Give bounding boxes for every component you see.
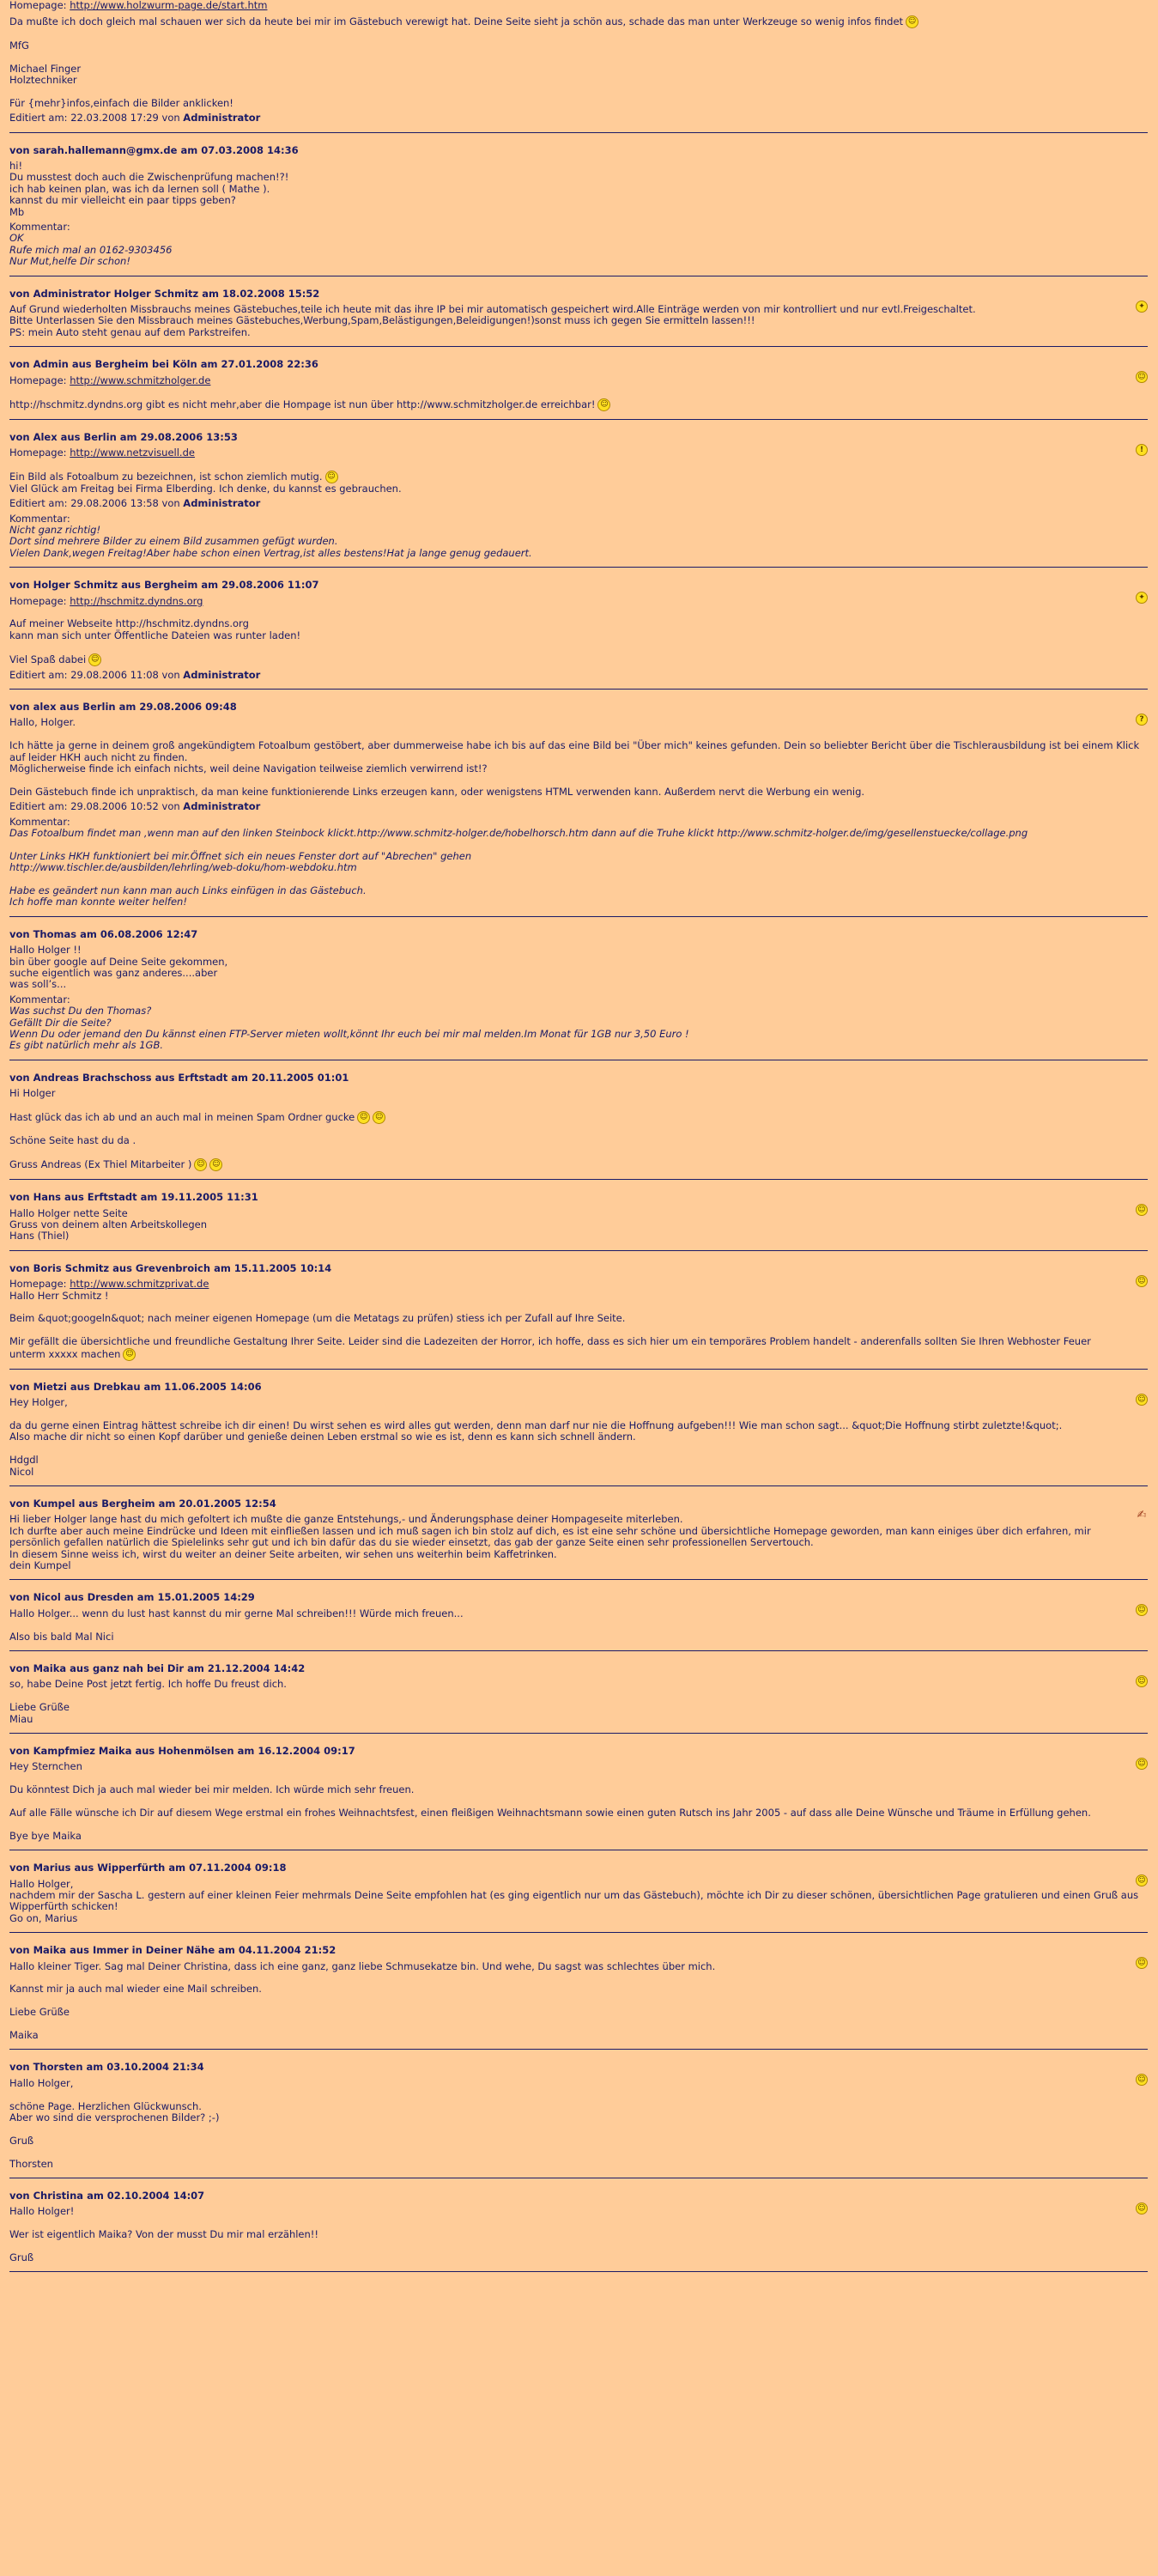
comment-line: OK — [9, 232, 24, 245]
entry-line: Wer ist eigentlich Maika? Von der musst Du mir mal erzählen!! — [9, 2228, 319, 2241]
entry-line: Hans (Thiel) — [9, 1230, 70, 1242]
smiley-icon: ☺ — [906, 15, 919, 28]
entry-line: suche eigentlich was ganz anderes....aber — [9, 967, 218, 980]
guestbook-entry — [9, 580, 1148, 690]
entry-line: Aber wo sind die versprochenen Bilder? ;-) — [9, 2111, 220, 2124]
entry-line — [9, 1773, 1148, 1784]
entry-divider — [9, 1733, 1148, 1734]
entry-line: Gruss von deinem alten Arbeitskollegen — [9, 1218, 207, 1231]
entry-line: Für {mehr}infos,einfach die Bilder anklicken! — [9, 96, 233, 109]
smiley-icon: ☺ — [123, 1348, 136, 1361]
entry-line — [9, 2019, 1148, 2030]
entry-list — [9, 145, 1148, 2273]
guestbook-entry — [9, 432, 1148, 568]
entry-line: MfG — [9, 39, 29, 52]
entry-header: von Nicol aus Dresden am 15.01.2005 14:29 — [9, 1591, 255, 1604]
entry-body — [9, 15, 1148, 109]
entry-line: Gruß — [9, 2134, 34, 2147]
guestbook-entry — [9, 1945, 1148, 2050]
edited-note: Editiert am: 22.03.2008 17:29 von Administrator — [9, 112, 261, 125]
entry-header: von sarah.hallemann@gmx.de am 07.03.2008 14:36 — [9, 143, 299, 156]
guestbook-entry — [9, 1072, 1148, 1180]
comment-line: Unter Links HKH funktioniert bei mir.Öffnet sich ein neues Fenster dort auf "Abrechen" gehen — [9, 849, 472, 862]
entry-line — [9, 2123, 1148, 2135]
guestbook-entry — [9, 1862, 1148, 1933]
homepage-line — [9, 0, 1148, 11]
entry-header: von Thomas am 06.08.2006 12:47 — [9, 927, 198, 940]
entry-divider — [9, 1369, 1148, 1370]
entry-line: Kannst mir ja auch mal wieder eine Mail schreiben. — [9, 1983, 262, 1996]
entry-line: Gruss Andreas (Ex Thiel Mitarbeiter ) ☺ ☺ — [9, 1158, 1148, 1171]
entry-divider — [9, 132, 1148, 133]
entry-divider — [9, 1932, 1148, 1933]
homepage-line — [9, 596, 1148, 607]
mood-smile-icon: ☺ — [1136, 1204, 1148, 1216]
entry-line: Hallo, Holger. — [9, 716, 76, 729]
entry-divider — [9, 2271, 1148, 2272]
entry-line: Hallo Holger... wenn du lust hast kannst du mir gerne Mal schreiben!!! Würde mich freuen... — [9, 1607, 464, 1619]
entry-header: von Christina am 02.10.2004 14:07 — [9, 2190, 205, 2202]
mood-smile-icon: ☺ — [1136, 2202, 1148, 2215]
entry-line: Hallo kleiner Tiger. Sag mal Deiner Christina, dass ich eine ganz, ganz liebe Schmusekatze bin. Und wehe, Du sagst was schlechtes über mich. — [9, 1959, 716, 1972]
comment-line: Wenn Du oder jemand den Du kännst einen FTP-Server mieten wollt,könnt Ihr euch bei mir mal melden.Im Monat für 1GB nur 3,50 Euro ! — [9, 1028, 689, 1041]
entry-body — [9, 447, 1148, 495]
entry-line: schöne Page. Herzlichen Glückwunsch. — [9, 2099, 202, 2112]
entry-line — [9, 1124, 1148, 1135]
entry-line: Holztechniker — [9, 74, 77, 86]
guestbook-entry — [9, 929, 1148, 1060]
entry-divider — [9, 567, 1148, 568]
edited-note: Editiert am: 29.08.2006 13:58 von Administrator — [9, 497, 261, 510]
entry-line — [9, 459, 1148, 470]
admin-comment — [9, 817, 1148, 908]
entry-body — [9, 1397, 1148, 1478]
entry-line: Viel Spaß dabei ☺ — [9, 653, 1148, 666]
entry-line — [9, 641, 1148, 653]
homepage-line — [9, 375, 1148, 386]
entry-line: Ein Bild als Fotoalbum zu bezeichnen, ist schon ziemlich mutig. ☺ — [9, 471, 1148, 483]
entry-header: von Marius aus Wipperfürth am 07.11.2004 09:18 — [9, 1862, 287, 1874]
entry-line: Dein Gästebuch finde ich unpraktisch, da man keine funktionierende Links erzeugen kann, oder wenigstens HTML verwenden kann. Außerdem nervt die Werbung ein wenig. — [9, 785, 865, 798]
entry-body — [9, 1088, 1148, 1171]
entry-line — [9, 1409, 1148, 1420]
mood-exclaim-icon: ! — [1136, 444, 1148, 456]
entry-header: von Thorsten am 03.10.2004 21:34 — [9, 2061, 204, 2074]
edited-by: Administrator — [183, 800, 261, 813]
guestbook-entry — [9, 2062, 1148, 2178]
comment-line: Nicht ganz richtig! — [9, 523, 101, 536]
entry-line: Hdgdl — [9, 1454, 39, 1467]
entry-line: ich hab keinen plan, was ich da lernen soll ( Mathe ). — [9, 182, 270, 195]
mood-question-icon: ? — [1136, 714, 1148, 726]
comment-line: Vielen Dank,wegen Freitag!Aber habe schon einen Vertrag,ist alles bestens!Hat ja lange genug gedauert. — [9, 546, 532, 559]
comment-line: Rufe mich mal an 0162-9303456 — [9, 243, 173, 256]
comment-line: Habe es geändert nun kann man auch Links einfügen in das Gästebuch. — [9, 884, 367, 896]
entry-line: Liebe Grüße — [9, 1701, 70, 1714]
entry-line: hi! — [9, 160, 23, 173]
homepage-link[interactable]: http://www.schmitzholger.de — [70, 374, 211, 386]
comment-label: Kommentar: — [9, 993, 70, 1005]
entry-line: nachdem mir der Sascha L. gestern auf einer kleinen Feier mehrmals Deine Seite empfohlen hat (es ging eigentlich nur um das Gästebuch), möchte ich Dir zu dieser schönen, übersichtlichen Page gratulieren und einen Gruß aus — [9, 1888, 1139, 1901]
mood-smile-icon: ☺ — [1136, 1758, 1148, 1770]
comment-label: Kommentar: — [9, 221, 70, 234]
entry-header: von Boris Schmitz aus Grevenbroich am 15.11.2005 10:14 — [9, 1261, 332, 1274]
entry-body — [9, 1879, 1148, 1925]
entry-line: Maika — [9, 2029, 39, 2041]
entry-line: kannst du mir vielleicht ein paar tipps geben? — [9, 194, 236, 207]
entry-body — [9, 375, 1148, 411]
entry-header: von Alex aus Berlin am 29.08.2006 13:53 — [9, 430, 238, 443]
entry-line: Auf Grund wiederholten Missbrauchs meines Gästebuches,teile ich heute mit das ihre IP bei mir automatisch gespeichert wird.Alle Einträge werden von mir kontrolliert und nur evtl.Freigeschaltet. — [9, 303, 976, 316]
comment-line: Gefällt Dir die Seite? — [9, 1016, 112, 1029]
entry-line — [9, 775, 1148, 786]
entry-header: von Administrator Holger Schmitz am 18.02.2008 15:52 — [9, 287, 320, 300]
edited-note: Editiert am: 29.08.2006 11:08 von Administrator — [9, 668, 261, 681]
entry-header: von Andreas Brachschoss aus Erftstadt am 20.11.2005 01:01 — [9, 1071, 349, 1084]
entry-body — [9, 1279, 1148, 1360]
entry-line: Liebe Grüße — [9, 2006, 70, 2019]
mood-smile-icon: ☺ — [1136, 1675, 1148, 1687]
entry-line — [9, 607, 1148, 618]
entry-line: kann man sich unter Öffentliche Dateien was runter laden! — [9, 629, 301, 641]
entry-header: von Hans aus Erftstadt am 19.11.2005 11:31 — [9, 1191, 258, 1204]
entry-line: Gruß — [9, 2251, 34, 2264]
entry-header: von Kumpel aus Bergheim am 20.01.2005 12:54 — [9, 1497, 276, 1510]
homepage-label: Homepage: — [9, 1278, 67, 1291]
entry-line: Ich hätte ja gerne in deinem groß angekündigtem Fotoalbum gestöbert, aber dummerweise habe ich bis auf das eine Bild bei "Über mich" keines gefunden. Dein so beliebter Bericht über die Tischlerausbildung ist bei einem Klick auf leider HKH auch nicht zu finden. — [9, 739, 1143, 763]
mood-bulb-icon: ✦ — [1136, 592, 1148, 604]
homepage-link[interactable]: http://www.schmitzprivat.de — [70, 1278, 209, 1291]
entry-line: Also mache dir nicht so einen Kopf darüber und genieße deinen Leben erstmal so wie es ist, denn es kann sich schnell ändern. — [9, 1431, 636, 1443]
entry-line: Hi lieber Holger lange hast du mich gefoltert ich mußte die ganze Entstehungs,- und Änderungsphase deiner Hompageseite miterleben. — [9, 1513, 683, 1526]
comment-line — [9, 874, 1148, 885]
entry-line — [9, 1100, 1148, 1111]
entry-line: Hi Holger — [9, 1087, 56, 1100]
entry-line: Ich durfte aber auch meine Eindrücke und Ideen mit einfließen lassen und ich muß sagen ich bin stolz auf dich, es ist eine sehr schöne und übersichtliche Homepage geworden, man kann einiges über dich erfahren, mir — [9, 1524, 1091, 1537]
entry-line: Hey Sternchen — [9, 1760, 82, 1773]
comment-label: Kommentar: — [9, 512, 70, 525]
edited-by: Administrator — [183, 668, 261, 681]
entry-header: von Mietzi aus Drebkau am 11.06.2005 14:06 — [9, 1380, 262, 1393]
entry-line: Hallo Holger !! — [9, 944, 82, 957]
entry-body — [9, 1761, 1148, 1842]
entry-header: von Maika aus Immer in Deiner Nähe am 04.11.2004 21:52 — [9, 1944, 336, 1957]
entry-line: Hey Holger, — [9, 1396, 68, 1409]
entry-line: Nicol — [9, 1465, 34, 1478]
comment-line — [9, 839, 1148, 850]
entry-header: von Admin aus Bergheim bei Köln am 27.01.2008 22:36 — [9, 358, 318, 371]
entry-line — [9, 86, 1148, 97]
entry-line — [9, 1147, 1148, 1158]
guestbook-entry — [9, 1498, 1148, 1580]
comment-line: Nur Mut,helfe Dir schon! — [9, 255, 130, 268]
entry-body — [9, 1208, 1148, 1242]
entry-line: dein Kumpel — [9, 1558, 71, 1571]
comment-line: Das Fotoalbum findet man ,wenn man auf den linken Steinbock klickt.http://www.schmitz-holger.de/hobelhorsch.htm dann auf die Truhe klickt http://www.schmitz-holger.de/img/gesellenstuecke/collage.png — [9, 826, 1028, 839]
entry-line: Möglicherweise finde ich einfach nichts, weil deine Navigation teilweise ziemlich verwirrend ist!? — [9, 762, 488, 775]
guestbook-entry — [9, 1592, 1148, 1651]
entry-line: Beim &quot;googeln&quot; nach meiner eigenen Homepage (um die Metatags zu prüfen) stiess ich per Zufall auf Ihre Seite. — [9, 1312, 626, 1325]
entry-line: da du gerne einen Eintrag hättest schreibe ich dir einen! Du wirst sehen es wird alles gut werden, denn man darf nur nie die Hoffnung aufgeben!!! Wie man schon sagt... &quot;Die Hoffnung stirbt zuletzte!&quot;. — [9, 1419, 1063, 1431]
comment-line: Dort sind mehrere Bilder zu einem Bild zusammen gefügt wurden. — [9, 535, 338, 548]
guestbook-entry — [9, 1263, 1148, 1370]
entry-line — [9, 52, 1148, 63]
entry-divider — [9, 1179, 1148, 1180]
entry-line: Auf meiner Webseite http://hschmitz.dyndns.org — [9, 617, 249, 630]
entry-line — [9, 1325, 1148, 1336]
admin-comment — [9, 222, 1148, 268]
entry-body — [9, 2206, 1148, 2263]
entry-line — [9, 1619, 1148, 1631]
entry-body — [9, 717, 1148, 798]
entry-line: Hallo Holger, — [9, 2076, 74, 2089]
entry-line: persönlich gefallen natürlich die Spielelinks sehr gut und ich bin dafür das du sie wieder einsetzt, das gab der ganze Seite einen sehr professionellen Servertouch. — [9, 1536, 814, 1549]
entry-body — [9, 304, 1148, 338]
entry-line: Viel Glück am Freitag bei Firma Elberding. Ich denke, du kannst es gebrauchen. — [9, 482, 402, 495]
entry-line: In diesem Sinne weiss ich, wirst du weiter an deiner Seite arbeiten, wir sehen uns weiterhin beim Kaffetrinken. — [9, 1547, 557, 1560]
comment-line: http://www.tischler.de/ausbilden/lehrling/web-doku/hom-webdoku.htm — [9, 861, 357, 874]
edited-note: Editiert am: 29.08.2006 10:52 von Administrator — [9, 800, 261, 813]
entry-header: von alex aus Berlin am 29.08.2006 09:48 — [9, 700, 237, 713]
entry-line — [9, 1972, 1148, 1984]
entry-line — [9, 1796, 1148, 1807]
entry-line: so, habe Deine Post jetzt fertig. Ich hoffe Du freust dich. — [9, 1678, 287, 1691]
entry-line: Also bis bald Mal Nici — [9, 1630, 114, 1643]
guestbook-entry — [9, 702, 1148, 917]
edited-by: Administrator — [183, 497, 261, 510]
entry-header: von Holger Schmitz aus Bergheim am 29.08.2006 11:07 — [9, 579, 319, 592]
entry-line: Schöne Seite hast du da . — [9, 1134, 136, 1147]
homepage-label: Homepage: — [9, 594, 67, 607]
entry-divider — [9, 346, 1148, 347]
admin-comment — [9, 513, 1148, 560]
homepage-link[interactable]: http://www.netzvisuell.de — [70, 446, 195, 459]
smiley-icon: ☺ — [325, 471, 338, 483]
homepage-label: Homepage: — [9, 374, 67, 386]
entry-line — [9, 386, 1148, 398]
entry-line: Du musstest doch auch die Zwischenprüfung machen!?! — [9, 171, 289, 184]
entry-divider — [9, 2049, 1148, 2050]
entry-line — [9, 2089, 1148, 2100]
entry-line — [9, 1996, 1148, 2007]
entry-header: von Maika aus ganz nah bei Dir am 21.12.2004 14:42 — [9, 1662, 306, 1674]
entry-body — [9, 1961, 1148, 2042]
guestbook-entry — [9, 2190, 1148, 2272]
entry-line: http://hschmitz.dyndns.org gibt es nicht mehr,aber die Hompage ist nun über http://www.schmitzholger.de erreichbar! ☺ — [9, 398, 1148, 411]
entry-divider — [9, 916, 1148, 917]
entry-divider — [9, 1650, 1148, 1651]
entry-line — [9, 2241, 1148, 2252]
guestbook-entry — [9, 359, 1148, 419]
entry-line — [9, 1819, 1148, 1830]
entry-line: Mir gefällt die übersichtliche und freundliche Gestaltung Ihrer Seite. Leider sind die Ladezeiten der Horror, ich hoffe, dass es sich hier um ein temporäres Problem handelt - anderenfalls sollten Sie Ihren Webhoster Feuer — [9, 1335, 1091, 1348]
entry-line — [9, 1443, 1148, 1455]
guestbook-entry — [9, 289, 1148, 348]
entry-line — [9, 28, 1148, 39]
entry-divider — [9, 1485, 1148, 1486]
homepage-line — [9, 1279, 1148, 1290]
entry-body — [9, 2078, 1148, 2170]
guestbook-entry — [9, 145, 1148, 276]
entry-body — [9, 596, 1148, 666]
entry-body — [9, 1608, 1148, 1643]
entry-line: Mb — [9, 205, 25, 218]
guestbook-entry — [9, 1382, 1148, 1486]
entry-line: Da mußte ich doch gleich mal schauen wer sich da heute bei mir im Gästebuch verewigt hat. Deine Seite sieht ja schön aus, schade das man unter Werkzeuge so wenig infos findet ☺ — [9, 15, 1148, 28]
homepage-line — [9, 447, 1148, 459]
comment-line: Es gibt natürlich mehr als 1GB. — [9, 1039, 164, 1052]
edited-by: Administrator — [183, 112, 261, 125]
homepage-label: Homepage: — [9, 0, 67, 11]
entry-divider — [9, 689, 1148, 690]
smiley-icon: ☺ — [597, 398, 610, 411]
entry-line: Bye bye Maika — [9, 1829, 82, 1842]
mood-smile-icon: ☺ — [1136, 1394, 1148, 1406]
entry-line: Bitte Unterlassen Sie den Missbrauch meines Gästebuches,Werbung,Spam,Belästigungen,Beleidigungen!)sonst muss ich gegen Sie ermitteln lassen!!! — [9, 314, 755, 327]
entry-line — [9, 2147, 1148, 2158]
entry-line: Hallo Holger! — [9, 2205, 75, 2218]
entry-line: Wipperfürth schicken! — [9, 1900, 118, 1913]
entry-divider — [9, 1579, 1148, 1580]
entry-line: unterm xxxxx machen ☺ — [9, 1348, 1148, 1361]
guestbook-entry — [9, 1192, 1148, 1251]
comment-line: Was suchst Du den Thomas? — [9, 1005, 152, 1018]
entry-line: Du könntest Dich ja auch mal wieder bei mir melden. Ich würde mich sehr freuen. — [9, 1783, 415, 1796]
smiley-icon: ☺ — [357, 1111, 370, 1124]
entry-line: Thorsten — [9, 2157, 53, 2170]
entry-line: Miau — [9, 1712, 33, 1725]
entry-line — [9, 2218, 1148, 2229]
entry-line: Go on, Marius — [9, 1911, 78, 1924]
mood-smile-icon: ☺ — [1136, 1604, 1148, 1616]
guestbook-entry — [9, 1746, 1148, 1850]
entry-line: bin über google auf Deine Seite gekommen, — [9, 955, 228, 968]
homepage-label: Homepage: — [9, 446, 67, 459]
entry-line: Hallo Herr Schmitz ! — [9, 1289, 109, 1302]
smiley-icon: ☺ — [209, 1158, 222, 1171]
entry-body — [9, 1514, 1148, 1571]
mood-smile-icon: ☺ — [1136, 1874, 1148, 1886]
guestbook-entry-top — [9, 0, 1148, 133]
guestbook-entry — [9, 1663, 1148, 1734]
homepage-link[interactable]: http://hschmitz.dyndns.org — [70, 594, 203, 607]
entry-divider — [9, 1250, 1148, 1251]
smiley-icon: ☺ — [373, 1111, 385, 1124]
entry-body — [9, 945, 1148, 991]
mood-hand-icon: ✍ — [1137, 1508, 1147, 1522]
entry-line: Auf alle Fälle wünsche ich Dir auf diesem Wege erstmal ein frohes Weihnachtsfest, einen fleißigen Weihnachtsmann sowie einen guten Rutsch ins Jahr 2005 - auf dass alle Deine Wünsche und Träume in Erfüllung gehen. — [9, 1806, 1091, 1819]
mood-smile-icon: ☺ — [1136, 2074, 1148, 2086]
entry-header: von Kampfmiez Maika aus Hohenmölsen am 16.12.2004 09:17 — [9, 1744, 355, 1757]
entry-line: Hallo Holger, — [9, 1877, 74, 1890]
comment-label: Kommentar: — [9, 815, 70, 828]
smiley-icon: ☺ — [88, 653, 101, 666]
entry-body — [9, 1679, 1148, 1725]
mood-bulb-icon: ✦ — [1136, 301, 1148, 313]
entry-line: Michael Finger — [9, 62, 82, 75]
admin-comment — [9, 994, 1148, 1052]
comment-line: Ich hoffe man konnte weiter helfen! — [9, 896, 187, 908]
entry-line — [9, 1302, 1148, 1313]
mood-smile-icon: ☺ — [1136, 371, 1148, 383]
entry-line: was soll’s... — [9, 978, 67, 991]
smiley-icon: ☺ — [194, 1158, 207, 1171]
entry-line: Hallo Holger nette Seite — [9, 1206, 128, 1219]
entry-line: PS: mein Auto steht genau auf dem Parkstreifen. — [9, 325, 251, 338]
entry-line — [9, 1691, 1148, 1702]
entry-body — [9, 161, 1148, 218]
entry-line: Hast glück das ich ab und an auch mal in meinen Spam Ordner gucke ☺ ☺ — [9, 1111, 1148, 1124]
mood-smile-icon: ☺ — [1136, 1275, 1148, 1287]
entry-divider — [9, 419, 1148, 420]
mood-smile-icon: ☺ — [1136, 1957, 1148, 1969]
homepage-link[interactable]: http://www.holzwurm-page.de/start.htm — [70, 0, 268, 11]
